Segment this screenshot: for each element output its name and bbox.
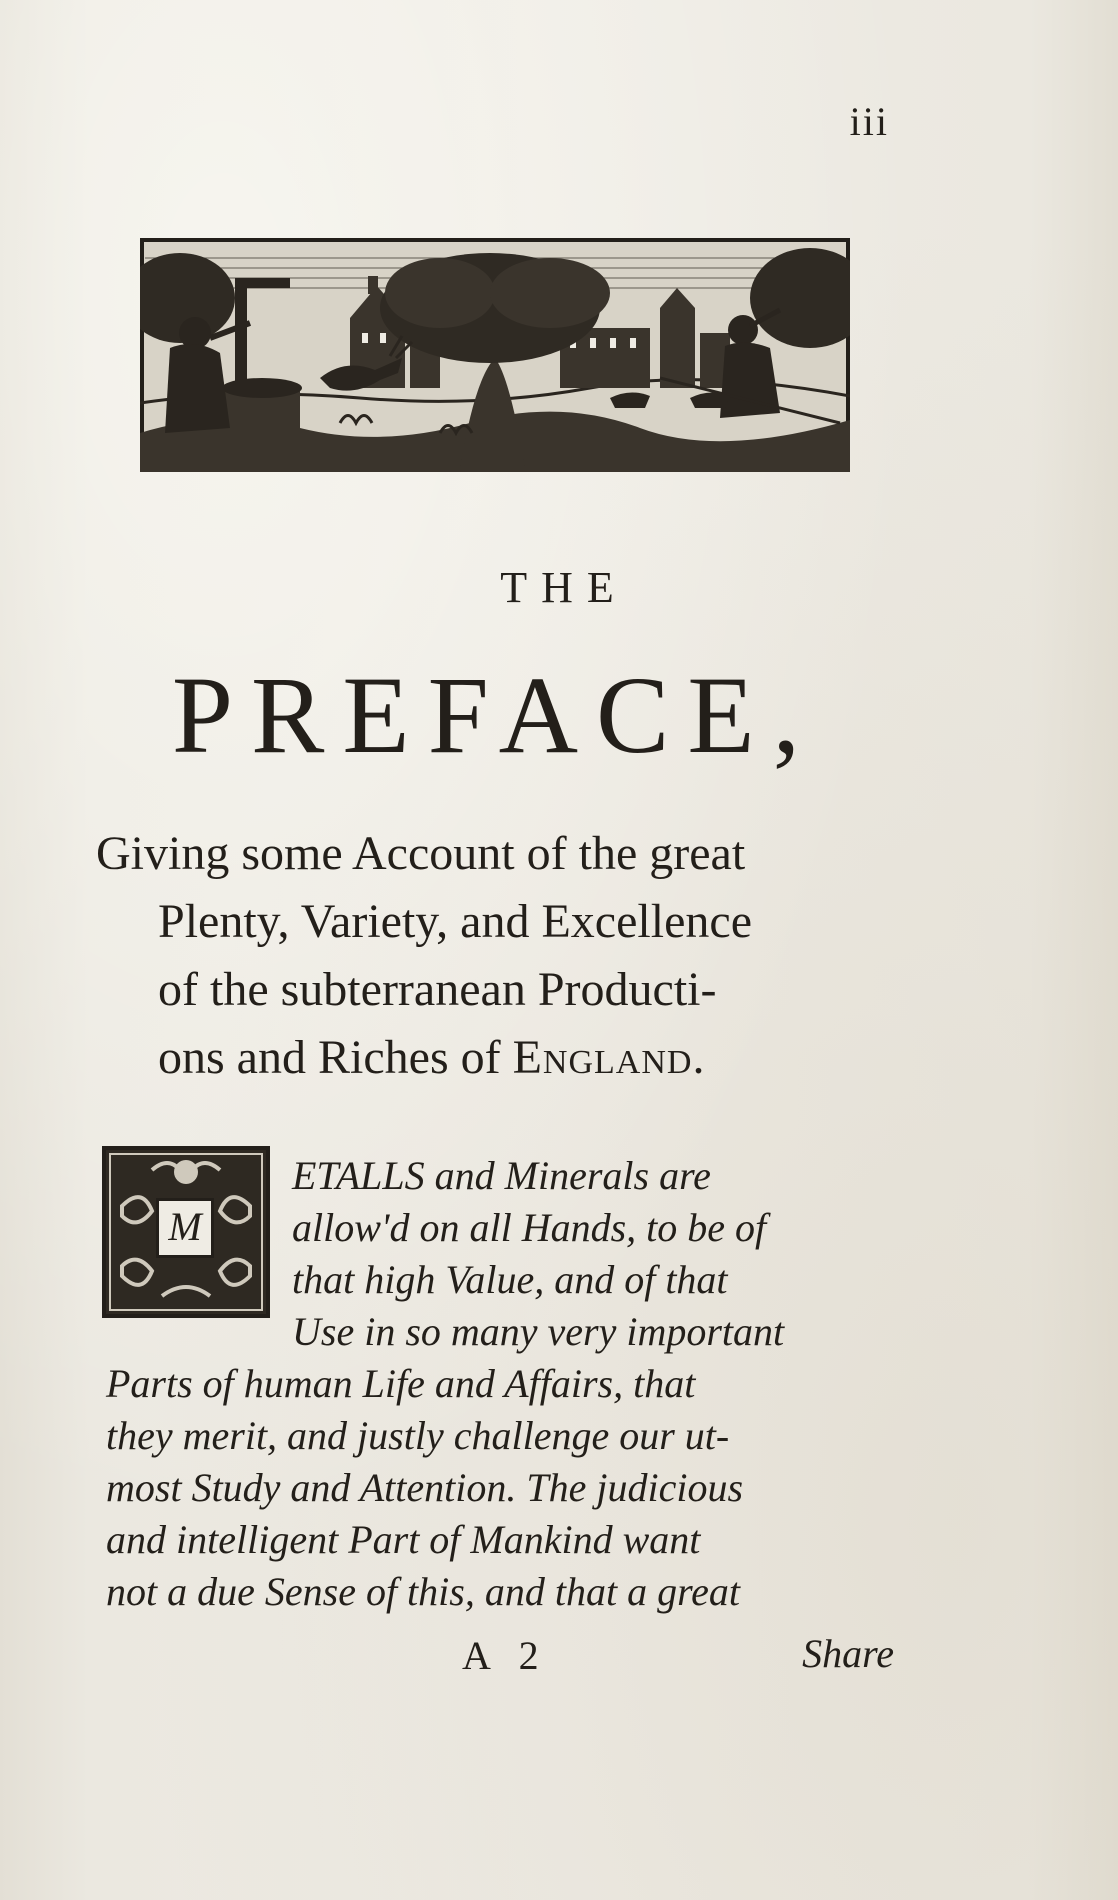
catchword: Share (802, 1631, 894, 1676)
body-line: that high Value, and of that (292, 1257, 728, 1302)
woodcut-headpiece (140, 238, 850, 472)
preface-kicker: THE (500, 563, 628, 612)
subtitle-line: of the subterranean Producti- (158, 963, 717, 1016)
subtitle-line: Giving some Account of the great (96, 827, 746, 880)
body-line: Use in so many very important (292, 1309, 785, 1354)
body-line: allow'd on all Hands, to be of (292, 1205, 767, 1250)
signature-mark: A 2 (462, 1633, 549, 1678)
body-line: most Study and Attention. The judicious (106, 1465, 744, 1510)
subtitle-caps-word: England (512, 1031, 693, 1084)
subtitle (96, 820, 896, 1092)
page-title: PREFACE, (171, 654, 819, 776)
body-line: Parts of human Life and Affairs, that (106, 1361, 696, 1406)
subtitle-line-text: ons and Riches of (158, 1031, 513, 1084)
body-line: ETALLS and Minerals are (292, 1153, 711, 1198)
subtitle-line-last (96, 1024, 896, 1092)
preface-body (106, 1150, 890, 1618)
body-line: and intelligent Part of Mankind want (106, 1517, 701, 1562)
subtitle-line: Plenty, Variety, and Excellence (158, 895, 752, 948)
subtitle-end-punctuation: . (692, 1031, 705, 1084)
drop-cap-letter: M (156, 1198, 214, 1258)
body-line: not a due Sense of this, and that a great (106, 1569, 741, 1614)
body-line: they merit, and justly challenge our ut- (106, 1413, 730, 1458)
page-number: iii (849, 99, 889, 144)
